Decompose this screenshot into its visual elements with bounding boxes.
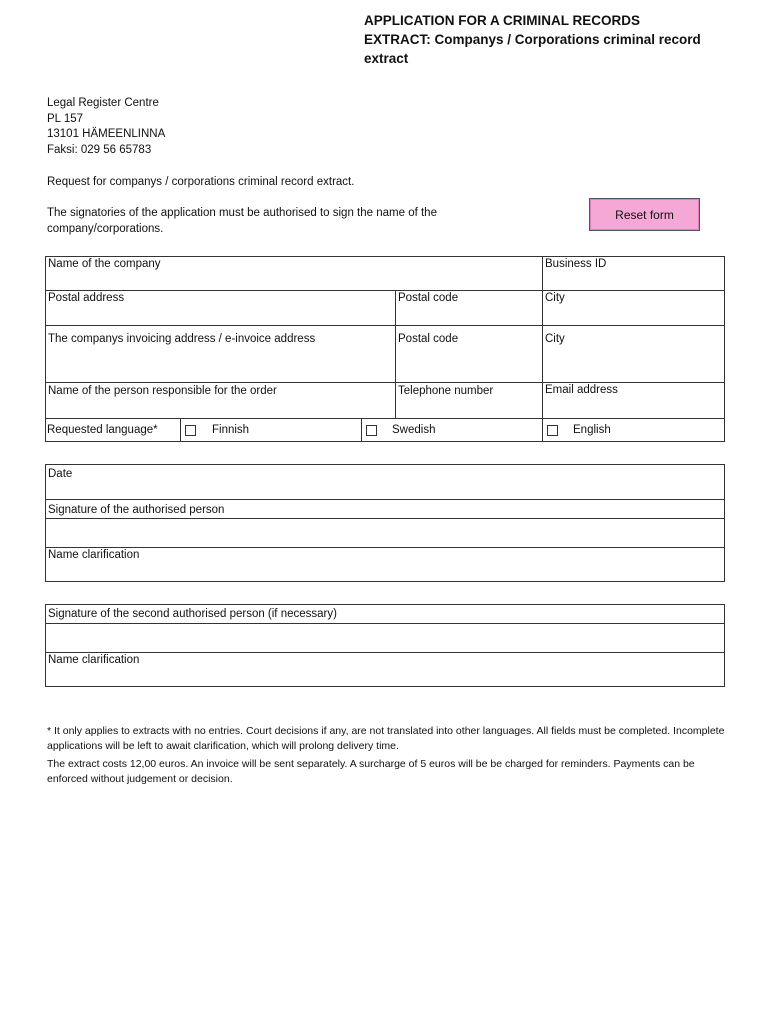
city-label-2: City [545,333,565,345]
swedish-checkbox[interactable] [366,425,377,436]
address-line-4: Faksi: 029 56 65783 [47,143,152,156]
signature-field-2[interactable] [45,604,725,653]
invoicing-address-field[interactable] [45,325,397,384]
city-field-2[interactable] [542,325,725,384]
name-clarification-field-1[interactable] [45,547,725,582]
signature-field-1[interactable] [45,499,725,548]
city-field-1[interactable] [542,290,725,326]
english-label: English [573,424,611,436]
postal-address-field[interactable] [45,290,397,326]
name-clarification-label-1: Name clarification [48,549,140,561]
postal-code-label-2: Postal code [398,333,459,345]
recipient-address [47,96,165,158]
swedish-label: Swedish [392,424,436,436]
footnote-entries: * It only applies to extracts with no entries. Court decisions if any, are not translated into other languages. All fields must be completed. Incomplete applications will be left to await clarification, which will prolong delivery time. [47,725,725,752]
signatories-note: The signatories of the application must be authorised to sign the name of the company/corporations. [47,207,437,235]
signature-label-1: Signature of the authorised person [48,504,225,516]
telephone-field[interactable] [395,382,545,419]
intro-text: Request for companys / corporations criminal record extract. [47,176,355,188]
company-name-field[interactable] [45,256,545,291]
signature-line-1 [45,518,725,519]
name-clarification-field-2[interactable] [45,652,725,687]
company-name-label: Name of the company [48,258,161,270]
language-divider-3 [542,418,543,442]
date-field[interactable] [45,464,725,500]
email-field[interactable] [542,382,725,419]
email-label: Email address [545,384,618,396]
address-line-2: PL 157 [47,112,84,125]
invoicing-address-label: The companys invoicing address / e-invoice address [48,333,316,345]
postal-address-label: Postal address [48,292,125,304]
business-id-label: Business ID [545,258,607,270]
footnote-cost: The extract costs 12,00 euros. An invoice will be sent separately. A surcharge of 5 euros will be be charged for reminders. Payments can be enforced without judgement or decision. [47,758,695,785]
postal-code-label-1: Postal code [398,292,459,304]
signature-label-2: Signature of the second authorised person (if necessary) [48,608,337,620]
finnish-label: Finnish [212,424,250,436]
responsible-person-field[interactable] [45,382,397,419]
postal-code-field-1[interactable] [395,290,545,326]
telephone-label: Telephone number [398,385,494,397]
language-divider-1 [180,418,181,442]
city-label-1: City [545,292,565,304]
responsible-person-label: Name of the person responsible for the order [48,385,277,397]
date-label: Date [48,468,73,480]
reset-form-button[interactable]: Reset form [589,198,700,231]
requested-language-label: Requested language* [47,424,158,436]
address-line-3: 13101 HÄMEENLINNA [47,128,166,140]
page-title: APPLICATION FOR A CRIMINAL RECORDS EXTRACT: Companys / Corporations criminal record extract [364,13,701,66]
finnish-checkbox[interactable] [185,425,196,436]
address-line-1: Legal Register Centre [47,97,159,109]
name-clarification-label-2: Name clarification [48,654,140,666]
postal-code-field-2[interactable] [395,325,545,384]
business-id-field[interactable] [542,256,725,291]
english-checkbox[interactable] [547,425,558,436]
signature-line-2 [45,623,725,624]
language-divider-2 [361,418,362,442]
